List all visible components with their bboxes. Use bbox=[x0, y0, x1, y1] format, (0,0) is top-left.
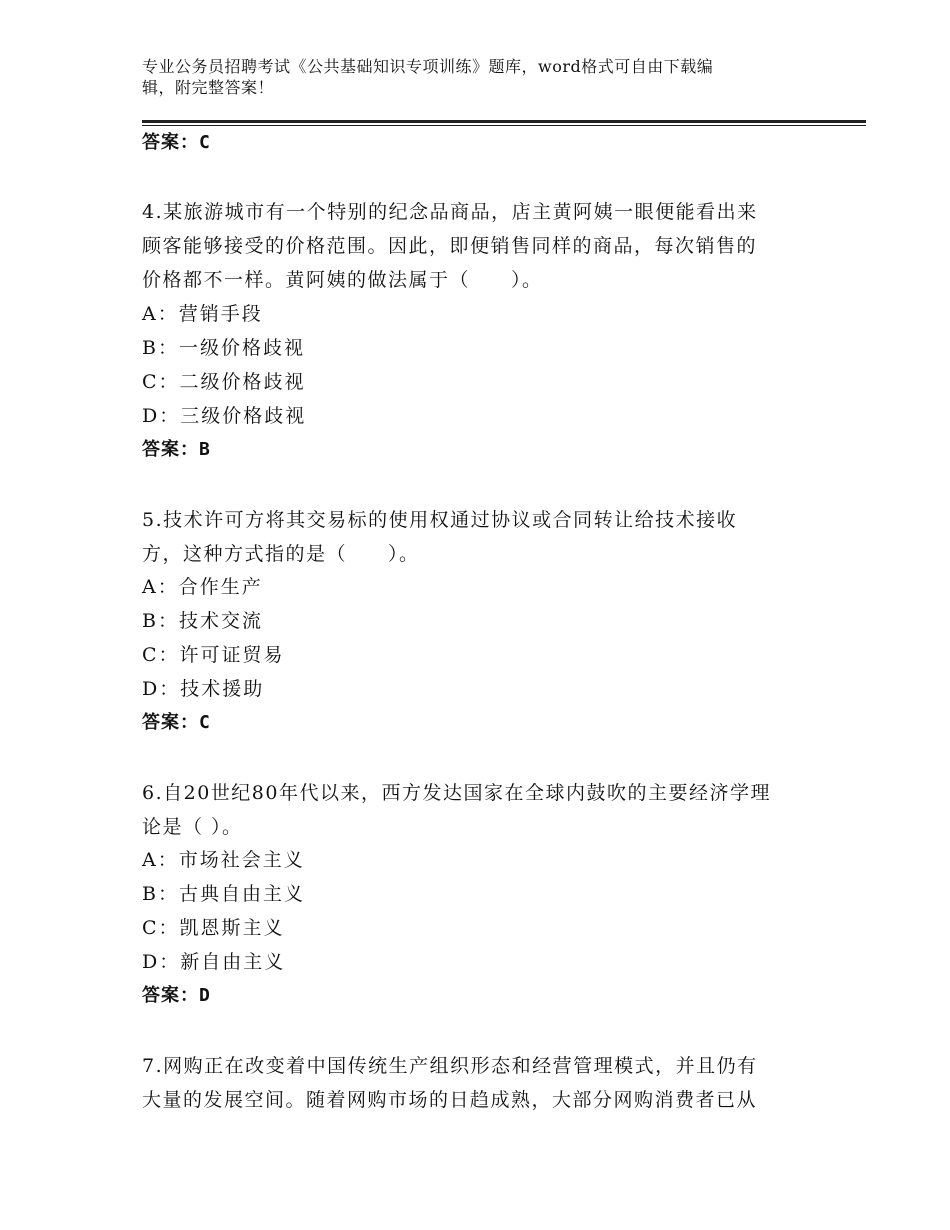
answer-value: D bbox=[199, 985, 211, 1006]
stem-line: 7.网购正在改变着中国传统生产组织形态和经营管理模式，并且仍有 bbox=[142, 1055, 758, 1077]
stem-line: 顾客能够接受的价格范围。因此，即便销售同样的商品，每次销售的 bbox=[142, 235, 758, 257]
stem-line: 5.技术许可方将其交易标的使用权通过协议或合同转让给技术接收 bbox=[142, 509, 738, 531]
stem-line: 大量的发展空间。随着网购市场的日趋成熟，大部分网购消费者已从 bbox=[142, 1089, 758, 1111]
stem-line: 4.某旅游城市有一个特别的纪念品商品，店主黄阿姨一眼便能看出来 bbox=[142, 201, 758, 223]
stem-line: 价格都不一样。黄阿姨的做法属于（ ）。 bbox=[142, 269, 543, 291]
stem-line: 论是（ ）。 bbox=[142, 816, 243, 838]
answer-label: 答案： bbox=[142, 712, 199, 733]
option-a: A：营销手段 bbox=[142, 303, 263, 325]
answer-value: C bbox=[199, 712, 211, 733]
stem-line: 方，这种方式指的是（ ）。 bbox=[142, 543, 420, 565]
option-d: D：技术援助 bbox=[142, 678, 265, 700]
answer-line bbox=[142, 437, 211, 463]
answer-label: 答案： bbox=[142, 439, 199, 460]
question-stem bbox=[142, 776, 812, 844]
answer-label: 答案： bbox=[142, 985, 199, 1006]
option-b: B：一级价格歧视 bbox=[142, 337, 305, 359]
option-a: A：合作生产 bbox=[142, 576, 263, 598]
option-c: C：许可证贸易 bbox=[142, 644, 285, 666]
question-stem bbox=[142, 195, 812, 297]
question-stem bbox=[142, 1049, 812, 1117]
option-d: D：三级价格歧视 bbox=[142, 405, 307, 427]
option-d: D：新自由主义 bbox=[142, 951, 286, 973]
answer-line bbox=[142, 130, 211, 156]
stem-line: 6.自20世纪80年代以来，西方发达国家在全球内鼓吹的主要经济学理 bbox=[142, 782, 771, 804]
header-line: 专业公务员招聘考试《公共基础知识专项训练》题库，word格式可自由下载编 bbox=[142, 57, 714, 76]
header-divider-thick bbox=[142, 120, 866, 123]
question-stem bbox=[142, 503, 812, 571]
answer-label: 答案： bbox=[142, 132, 199, 153]
option-b: B：古典自由主义 bbox=[142, 883, 305, 905]
option-b: B：技术交流 bbox=[142, 610, 263, 632]
answer-value: C bbox=[199, 132, 211, 153]
answer-value: B bbox=[199, 439, 211, 460]
page-header bbox=[142, 56, 822, 98]
answer-line bbox=[142, 983, 211, 1009]
answer-line bbox=[142, 710, 211, 736]
header-line: 辑，附完整答案！ bbox=[142, 78, 275, 97]
header-divider-thin bbox=[142, 125, 866, 126]
option-c: C：二级价格歧视 bbox=[142, 371, 306, 393]
option-a: A：市场社会主义 bbox=[142, 849, 305, 871]
option-c: C：凯恩斯主义 bbox=[142, 917, 285, 939]
